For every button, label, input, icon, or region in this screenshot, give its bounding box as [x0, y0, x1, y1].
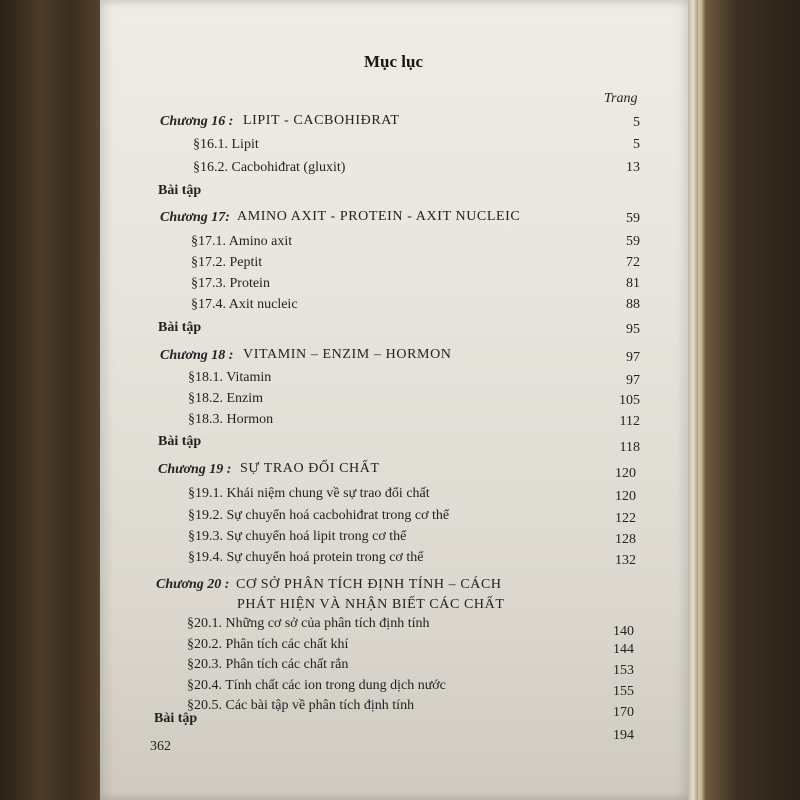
- toc-section: §16.2. Cacbohiđrat (gluxit): [193, 160, 346, 175]
- section-page: 153: [613, 663, 634, 678]
- exercise-page: 194: [613, 728, 634, 743]
- section-page: 128: [615, 532, 636, 547]
- section-page: 155: [613, 684, 634, 699]
- page-edge: [688, 0, 698, 800]
- chapter-page: 5: [633, 115, 640, 130]
- toc-section: §18.3. Hormon: [188, 412, 274, 427]
- chapter-title-line2: PHÁT HIỆN VÀ NHẬN BIẾT CÁC CHẤT: [237, 597, 505, 612]
- section-page: 140: [613, 624, 634, 639]
- toc-section: §20.5. Các bài tập về phân tích định tính: [187, 698, 415, 713]
- section-page: 144: [613, 642, 634, 657]
- section-page: 122: [615, 511, 636, 526]
- page-title: Mục lục: [364, 52, 424, 71]
- toc-section: §19.2. Sự chuyển hoá cacbohiđrat trong cơ thể: [188, 508, 450, 523]
- exercise-label: Bài tập: [154, 711, 198, 726]
- toc-section: §19.1. Khái niệm chung về sự trao đổi chất: [188, 486, 430, 501]
- section-page: 112: [619, 414, 640, 429]
- section-page: 59: [626, 234, 640, 249]
- footer-page-number: 362: [150, 739, 171, 754]
- chapter-title: VITAMIN – ENZIM – HORMON: [243, 347, 452, 362]
- toc-section: §20.2. Phân tích các chất khí: [187, 637, 349, 652]
- section-page: 120: [615, 489, 636, 504]
- chapter-label: Chương 18 :: [160, 348, 234, 363]
- page-column-header: Trang: [604, 91, 638, 106]
- background-left: [0, 0, 102, 800]
- section-page: 132: [615, 553, 636, 568]
- chapter-title: AMINO AXIT - PROTEIN - AXIT NUCLEIC: [237, 209, 521, 224]
- toc-section: §17.4. Axit nucleic: [191, 297, 298, 312]
- chapter-title: SỰ TRAO ĐỔI CHẤT: [240, 461, 380, 476]
- toc-section: §17.2. Peptit: [191, 255, 263, 270]
- section-page: 170: [613, 705, 634, 720]
- chapter-label: Chương 20 :: [156, 577, 230, 592]
- section-page: 13: [626, 160, 640, 175]
- chapter-page: 97: [626, 350, 640, 365]
- exercise-label: Bài tập: [158, 434, 202, 449]
- background-right: [695, 0, 800, 800]
- toc-section: §18.2. Enzim: [188, 391, 264, 406]
- toc-section: §18.1. Vitamin: [188, 370, 272, 385]
- chapter-title: CƠ SỞ PHÂN TÍCH ĐỊNH TÍNH – CÁCH: [236, 577, 502, 592]
- exercise-label: Bài tập: [158, 183, 202, 198]
- section-page: 88: [626, 297, 640, 312]
- chapter-page: 59: [626, 211, 640, 226]
- toc-section: §16.1. Lipit: [193, 137, 259, 152]
- toc-section: §17.1. Amino axit: [191, 234, 293, 249]
- chapter-label: Chương 16 :: [160, 114, 234, 129]
- section-page: 5: [633, 137, 640, 152]
- toc-section: §20.4. Tính chất các ion trong dung dịch nước: [187, 678, 446, 693]
- chapter-title: LIPIT - CACBOHIĐRAT: [243, 113, 400, 128]
- section-page: 81: [626, 276, 640, 291]
- exercise-page: 95: [626, 322, 640, 337]
- section-page: 105: [619, 393, 640, 408]
- chapter-label: Chương 17:: [160, 210, 230, 225]
- chapter-label: Chương 19 :: [158, 462, 232, 477]
- toc-section: §17.3. Protein: [191, 276, 270, 291]
- toc-section: §19.4. Sự chuyển hoá protein trong cơ thể: [188, 550, 424, 565]
- section-page: 72: [626, 255, 640, 270]
- toc-section: §20.3. Phân tích các chất rắn: [187, 657, 349, 672]
- toc-section: §19.3. Sự chuyển hoá lipit trong cơ thể: [188, 529, 407, 544]
- exercise-page: 118: [619, 440, 640, 455]
- exercise-label: Bài tập: [158, 320, 202, 335]
- section-page: 97: [626, 373, 640, 388]
- chapter-page: 120: [615, 466, 636, 481]
- toc-section: §20.1. Những cơ sở của phân tích định tính: [187, 616, 430, 631]
